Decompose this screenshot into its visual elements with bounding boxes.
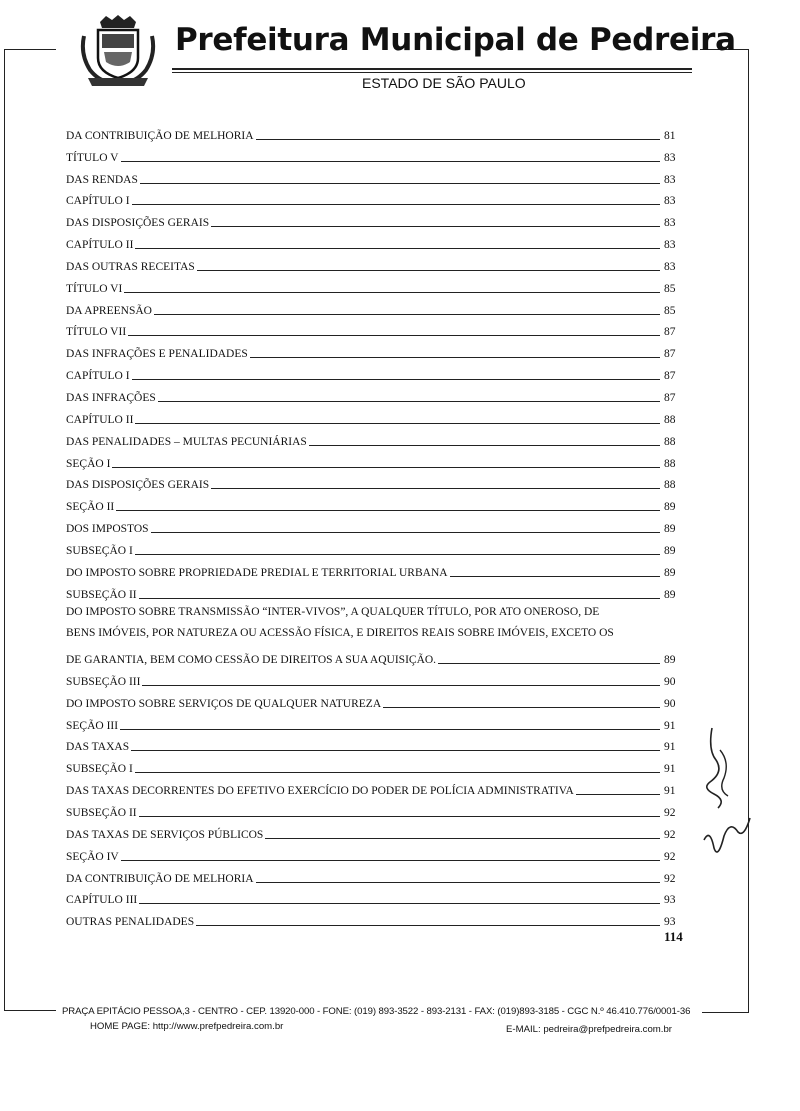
toc-entry-label: SUBSEÇÃO III	[66, 675, 141, 688]
toc-page-number: 83	[664, 151, 676, 164]
toc-leader	[135, 248, 660, 249]
toc-entry-label: DAS DISPOSIÇÕES GERAIS	[66, 479, 210, 492]
toc-entry-line: DO IMPOSTO SOBRE TRANSMISSÃO “INTER-VIVOS”, A QUALQUER TÍTULO, POR ATO ONEROSO, DE	[66, 605, 600, 618]
header-title: Prefeitura Municipal de Pedreira	[175, 22, 736, 58]
toc-leader	[142, 685, 660, 686]
toc-leader	[135, 423, 660, 424]
toc-entry	[66, 187, 686, 209]
toc-leader	[197, 270, 660, 271]
toc-page-number: 89	[664, 544, 676, 557]
toc-entry-label: TÍTULO V	[66, 151, 119, 164]
table-of-contents	[66, 121, 686, 929]
toc-entry	[66, 864, 686, 886]
toc-entry-label: DAS TAXAS	[66, 741, 130, 754]
toc-entry	[66, 361, 686, 383]
toc-page-number: 91	[664, 785, 676, 798]
toc-page-number: 91	[664, 719, 676, 732]
toc-page-number: 93	[664, 916, 676, 929]
toc-entry	[66, 776, 686, 798]
toc-entry-multiline	[66, 602, 686, 668]
toc-leader	[135, 772, 660, 773]
toc-page-number: 85	[664, 282, 676, 295]
toc-entry	[66, 383, 686, 405]
toc-entry-label: TÍTULO VII	[66, 326, 127, 339]
toc-entry	[66, 842, 686, 864]
toc-leader	[383, 707, 660, 708]
toc-page-number: 83	[664, 239, 676, 252]
toc-entry	[66, 296, 686, 318]
toc-entry-label: SEÇÃO I	[66, 457, 111, 470]
toc-entry	[66, 143, 686, 165]
toc-entry-label: SUBSEÇÃO I	[66, 763, 133, 776]
toc-page-number: 92	[664, 828, 676, 841]
toc-entry-label: SEÇÃO IV	[66, 850, 119, 863]
toc-leader	[265, 838, 660, 839]
toc-entry-label: CAPÍTULO III	[66, 894, 138, 907]
header-rule-thin	[172, 72, 692, 73]
toc-entry	[66, 405, 686, 427]
toc-entry	[66, 536, 686, 558]
toc-entry	[66, 711, 686, 733]
toc-page-number: 88	[664, 457, 676, 470]
toc-entry	[66, 121, 686, 143]
toc-leader	[140, 183, 660, 184]
toc-entry	[66, 230, 686, 252]
toc-entry	[66, 427, 686, 449]
toc-leader	[309, 445, 660, 446]
toc-entry-label: DAS OUTRAS RECEITAS	[66, 260, 195, 273]
toc-page-number: 88	[664, 479, 676, 492]
toc-entry	[66, 514, 686, 536]
toc-entry	[66, 733, 686, 755]
frame-top-left	[4, 49, 56, 50]
toc-entry	[66, 689, 686, 711]
toc-entry-label: DAS INFRAÇÕES	[66, 391, 156, 404]
toc-page-number: 92	[664, 850, 676, 863]
toc-entry-label: DOS IMPOSTOS	[66, 523, 149, 536]
toc-page-number: 89	[664, 523, 676, 536]
toc-page-number: 83	[664, 173, 676, 186]
toc-page-number: 93	[664, 894, 676, 907]
toc-page-number: 87	[664, 391, 676, 404]
toc-entry	[66, 820, 686, 842]
toc-page-number: 83	[664, 195, 676, 208]
toc-entry-label: DO IMPOSTO SOBRE SERVIÇOS DE QUALQUER NATUREZA	[66, 697, 382, 710]
toc-entry-label: OUTRAS PENALIDADES	[66, 916, 195, 929]
toc-entry	[66, 471, 686, 493]
toc-leader	[139, 816, 660, 817]
toc-page-number: 91	[664, 741, 676, 754]
toc-entry-label: DAS TAXAS DE SERVIÇOS PÚBLICOS	[66, 828, 264, 841]
frame-bottom-right	[702, 1012, 749, 1013]
toc-leader	[250, 357, 660, 358]
toc-leader	[196, 925, 660, 926]
toc-leader	[132, 379, 660, 380]
toc-leader	[121, 161, 661, 162]
toc-page-number: 89	[664, 501, 676, 514]
toc-page-number: 87	[664, 326, 676, 339]
toc-page-number: 92	[664, 872, 676, 885]
toc-page-number: 87	[664, 348, 676, 361]
toc-entry-label: DA CONTRIBUIÇÃO DE MELHORIA	[66, 872, 254, 885]
toc-leader	[124, 292, 660, 293]
header-rule	[172, 68, 692, 70]
toc-entry-label: DAS RENDAS	[66, 173, 138, 186]
header-subtitle: ESTADO DE SÃO PAULO	[362, 75, 526, 91]
toc-entry-line: BENS IMÓVEIS, POR NATUREZA OU ACESSÃO FÍSICA, E DIREITOS REAIS SOBRE IMÓVEIS, EXCETO OS	[66, 627, 614, 640]
toc-leader	[211, 226, 660, 227]
toc-page-number: 89	[664, 654, 676, 667]
toc-entry	[66, 886, 686, 908]
toc-entry-label: DAS DISPOSIÇÕES GERAIS	[66, 217, 210, 230]
frame-left	[4, 49, 5, 1011]
toc-page-number: 90	[664, 697, 676, 710]
toc-page-number: 85	[664, 304, 676, 317]
municipal-coat-of-arms-icon	[78, 14, 158, 90]
toc-leader	[438, 663, 660, 664]
toc-page-number: 83	[664, 217, 676, 230]
toc-entry	[66, 907, 686, 929]
toc-leader	[121, 860, 660, 861]
handwritten-signature	[690, 720, 760, 870]
toc-entry-line: DE GARANTIA, BEM COMO CESSÃO DE DIREITOS A SUA AQUISIÇÃO.	[66, 654, 437, 667]
footer-homepage: HOME PAGE: http://www.prefpedreira.com.br	[90, 1021, 284, 1032]
toc-leader	[158, 401, 660, 402]
frame-bottom-left	[4, 1010, 56, 1011]
toc-entry	[66, 449, 686, 471]
toc-entry-label: DA APREENSÃO	[66, 304, 152, 317]
toc-entry	[66, 165, 686, 187]
toc-leader	[154, 314, 660, 315]
toc-leader	[128, 335, 660, 336]
toc-entry-label: SEÇÃO III	[66, 719, 119, 732]
toc-entry	[66, 208, 686, 230]
toc-leader	[135, 554, 660, 555]
toc-leader	[450, 576, 660, 577]
toc-entry-label: DO IMPOSTO SOBRE PROPRIEDADE PREDIAL E TERRITORIAL URBANA	[66, 566, 448, 579]
toc-entry-label: SEÇÃO II	[66, 501, 115, 514]
toc-leader	[112, 467, 660, 468]
toc-entry	[66, 754, 686, 776]
toc-entry	[66, 667, 686, 689]
toc-entry-label: DAS TAXAS DECORRENTES DO EFETIVO EXERCÍCIO DO PODER DE POLÍCIA ADMINISTRATIVA	[66, 785, 574, 798]
toc-entry-label: CAPÍTULO II	[66, 413, 134, 426]
footer-address: PRAÇA EPITÁCIO PESSOA,3 - CENTRO - CEP. 13920-000 - FONE: (019) 893-3522 - 893-2131 - FAX: (019)893-3185 - CGC N.º 46.410.776/0001-36	[62, 1006, 691, 1017]
toc-entry-label: DAS INFRAÇÕES E PENALIDADES	[66, 348, 248, 361]
toc-leader	[139, 903, 660, 904]
toc-leader	[139, 598, 660, 599]
toc-page-number: 92	[664, 807, 676, 819]
toc-entry-label: SUBSEÇÃO II	[66, 807, 137, 819]
toc-entry	[66, 318, 686, 340]
toc-entry	[66, 274, 686, 296]
toc-entry	[66, 580, 686, 602]
toc-page-number: 87	[664, 370, 676, 383]
toc-leader	[120, 729, 660, 730]
toc-leader	[256, 139, 660, 140]
toc-entry-label: TÍTULO VI	[66, 282, 123, 295]
toc-leader	[131, 750, 660, 751]
toc-entry	[66, 558, 686, 580]
toc-page-number: 81	[664, 129, 676, 142]
toc-entry	[66, 492, 686, 514]
toc-leader	[256, 882, 660, 883]
toc-page-number: 88	[664, 413, 676, 426]
toc-entry-label: DA CONTRIBUIÇÃO DE MELHORIA	[66, 129, 254, 142]
toc-entry-label: DAS PENALIDADES – MULTAS PECUNIÁRIAS	[66, 435, 307, 448]
toc-leader	[576, 794, 660, 795]
toc-page-number: 90	[664, 675, 676, 688]
toc-entry-label: CAPÍTULO II	[66, 239, 134, 252]
footer-email: E-MAIL: pedreira@prefpedreira.com.br	[506, 1024, 672, 1035]
toc-entry-label: SUBSEÇÃO II	[66, 588, 137, 601]
toc-leader	[211, 488, 660, 489]
toc-entry	[66, 339, 686, 361]
toc-leader	[116, 510, 660, 511]
toc-entry	[66, 252, 686, 274]
toc-entry-label: SUBSEÇÃO I	[66, 544, 133, 557]
toc-page-number: 83	[664, 260, 676, 273]
toc-page-number: 89	[664, 566, 676, 579]
toc-page-number: 89	[664, 588, 676, 601]
toc-leader	[151, 532, 660, 533]
page-number: 114	[664, 929, 683, 944]
toc-entry-label: CAPÍTULO I	[66, 370, 130, 383]
toc-page-number: 88	[664, 435, 676, 448]
toc-leader	[132, 204, 660, 205]
toc-entry-label: CAPÍTULO I	[66, 195, 130, 208]
toc-page-number: 91	[664, 763, 676, 776]
toc-entry	[66, 798, 686, 820]
